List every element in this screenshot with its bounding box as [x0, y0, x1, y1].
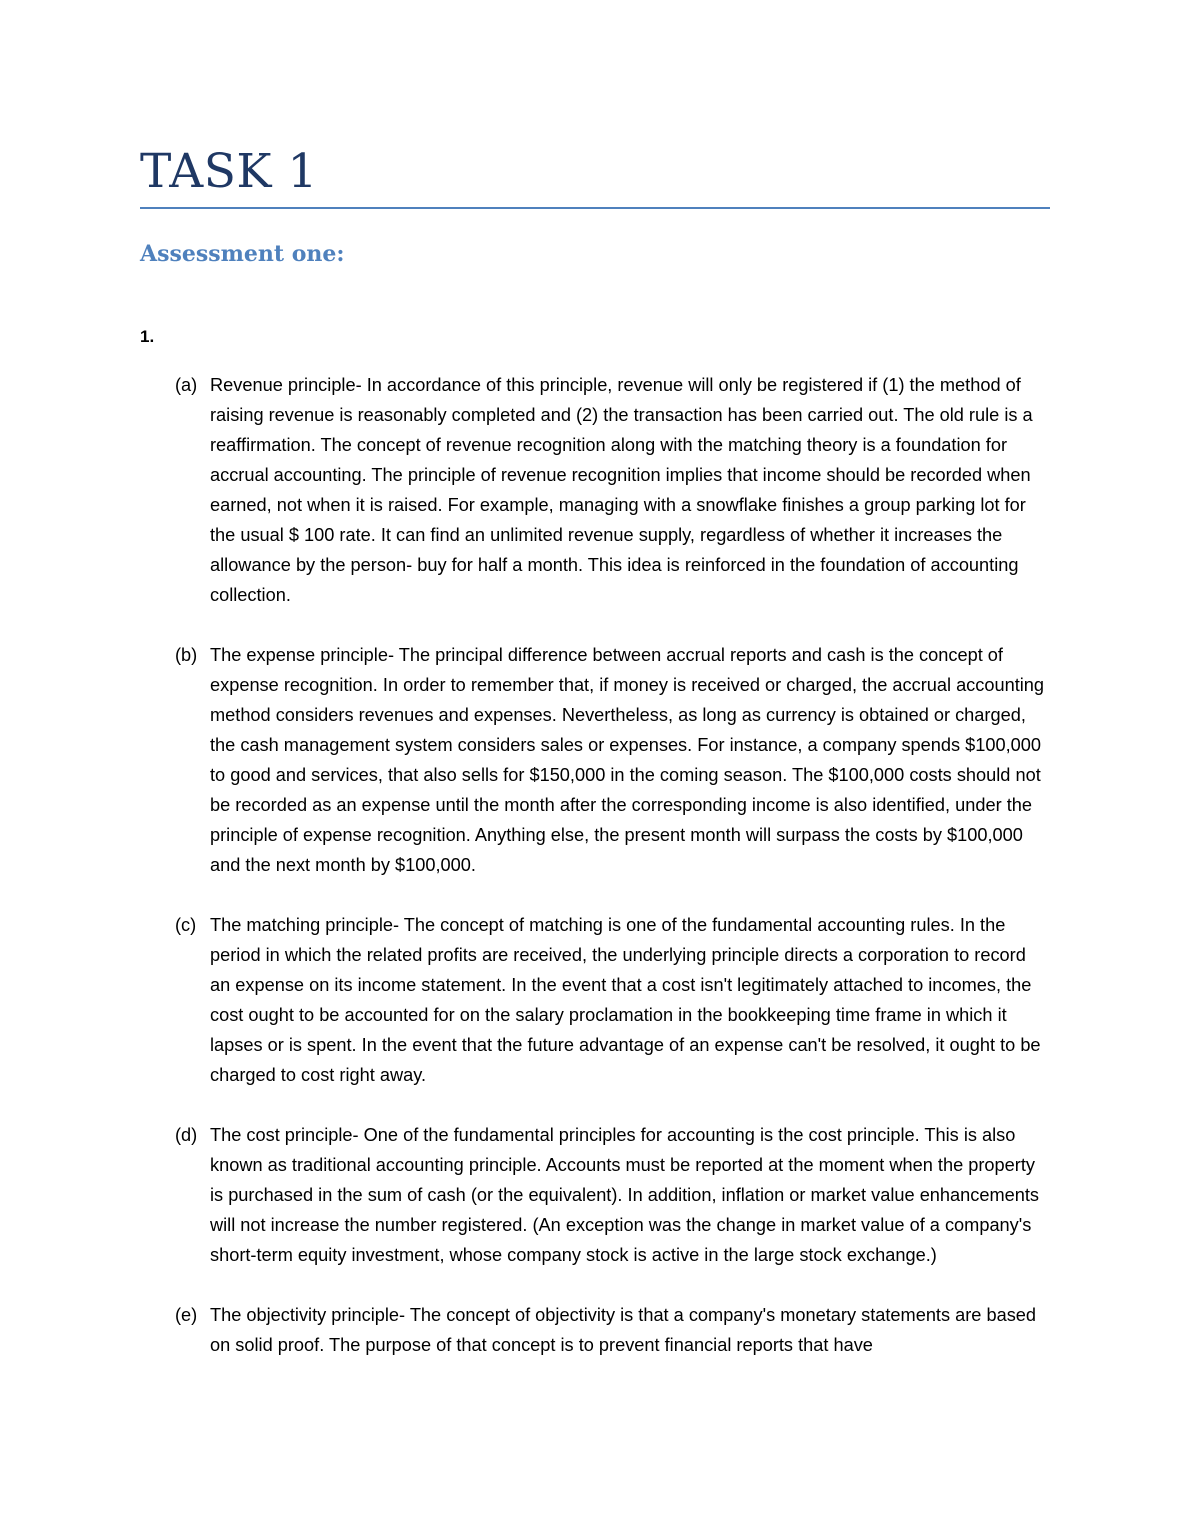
question-number: 1.: [140, 327, 155, 346]
item-text: The matching principle- The concept of matching is one of the fundamental accounting rules. In the period in which the related profits are received, the underlying principle directs a corporation to record an expense on its income statement. In the event that a cost isn't legitimately attached to incomes, the cost ought to be accounted for on the salary proclamation in the bookkeeping time frame in which it lapses or is spent. In the event that the future advantage of an expense can't be resolved, it ought to be charged to cost right away.: [210, 915, 1041, 1085]
item-letter: (a): [175, 375, 198, 395]
principle-list: [140, 370, 1050, 1390]
item-letter: (d): [175, 1125, 198, 1145]
title-underline: [140, 207, 1050, 209]
section-heading: Assessment one:: [140, 241, 345, 267]
item-text: The cost principle- One of the fundamental principles for accounting is the cost principle. This is also known as traditional accounting principle. Accounts must be reported at the moment when the property is purchased in the sum of cash (or the equivalent). In addition, inflation or market value enhancements will not increase the number registered. (An exception was the change in market value of a company's short-term equity investment, whose company stock is active in the large stock exchange.): [210, 1125, 1040, 1265]
item-text: The expense principle- The principal difference between accrual reports and cash is the concept of expense recognition. In order to remember that, if money is received or charged, the accrual accounting method considers revenues and expenses. Nevertheless, as long as currency is obtained or charged, the cash management system considers sales or expenses. For instance, a company spends $100,000 to good and services, that also sells for $150,000 in the coming season. The $100,000 costs should not be recorded as an expense until the month after the corresponding income is also identified, under the principle of expense recognition. Anything else, the present month will surpass the costs by $100,000 and the next month by $100,000.: [210, 645, 1045, 875]
item-letter: (c): [175, 915, 197, 935]
item-text: The objectivity principle- The concept of objectivity is that a company's monetary statements are based on solid proof. The purpose of that concept is to prevent financial reports that have: [210, 1305, 1037, 1355]
list-item: [140, 640, 1050, 880]
item-letter: (b): [175, 645, 198, 665]
item-text: Revenue principle- In accordance of this principle, revenue will only be registered if (1) the method of raising revenue is reasonably completed and (2) the transaction has been carried out. The old rule is a reaffirmation. The concept of revenue recognition along with the matching theory is a foundation for accrual accounting. The principle of revenue recognition implies that income should be recorded when earned, not when it is raised. For example, managing with a snowflake finishes a group parking lot for the usual $ 100 rate. It can find an unlimited revenue supply, regardless of whether it increases the allowance by the person- buy for half a month. This idea is reinforced in the foundation of accounting collection.: [210, 375, 1033, 605]
list-item: [140, 1300, 1050, 1360]
list-item: [140, 1120, 1050, 1270]
list-item: [140, 910, 1050, 1090]
page-title: TASK 1: [140, 144, 318, 199]
list-item: [140, 370, 1050, 610]
item-letter: (e): [175, 1305, 198, 1325]
